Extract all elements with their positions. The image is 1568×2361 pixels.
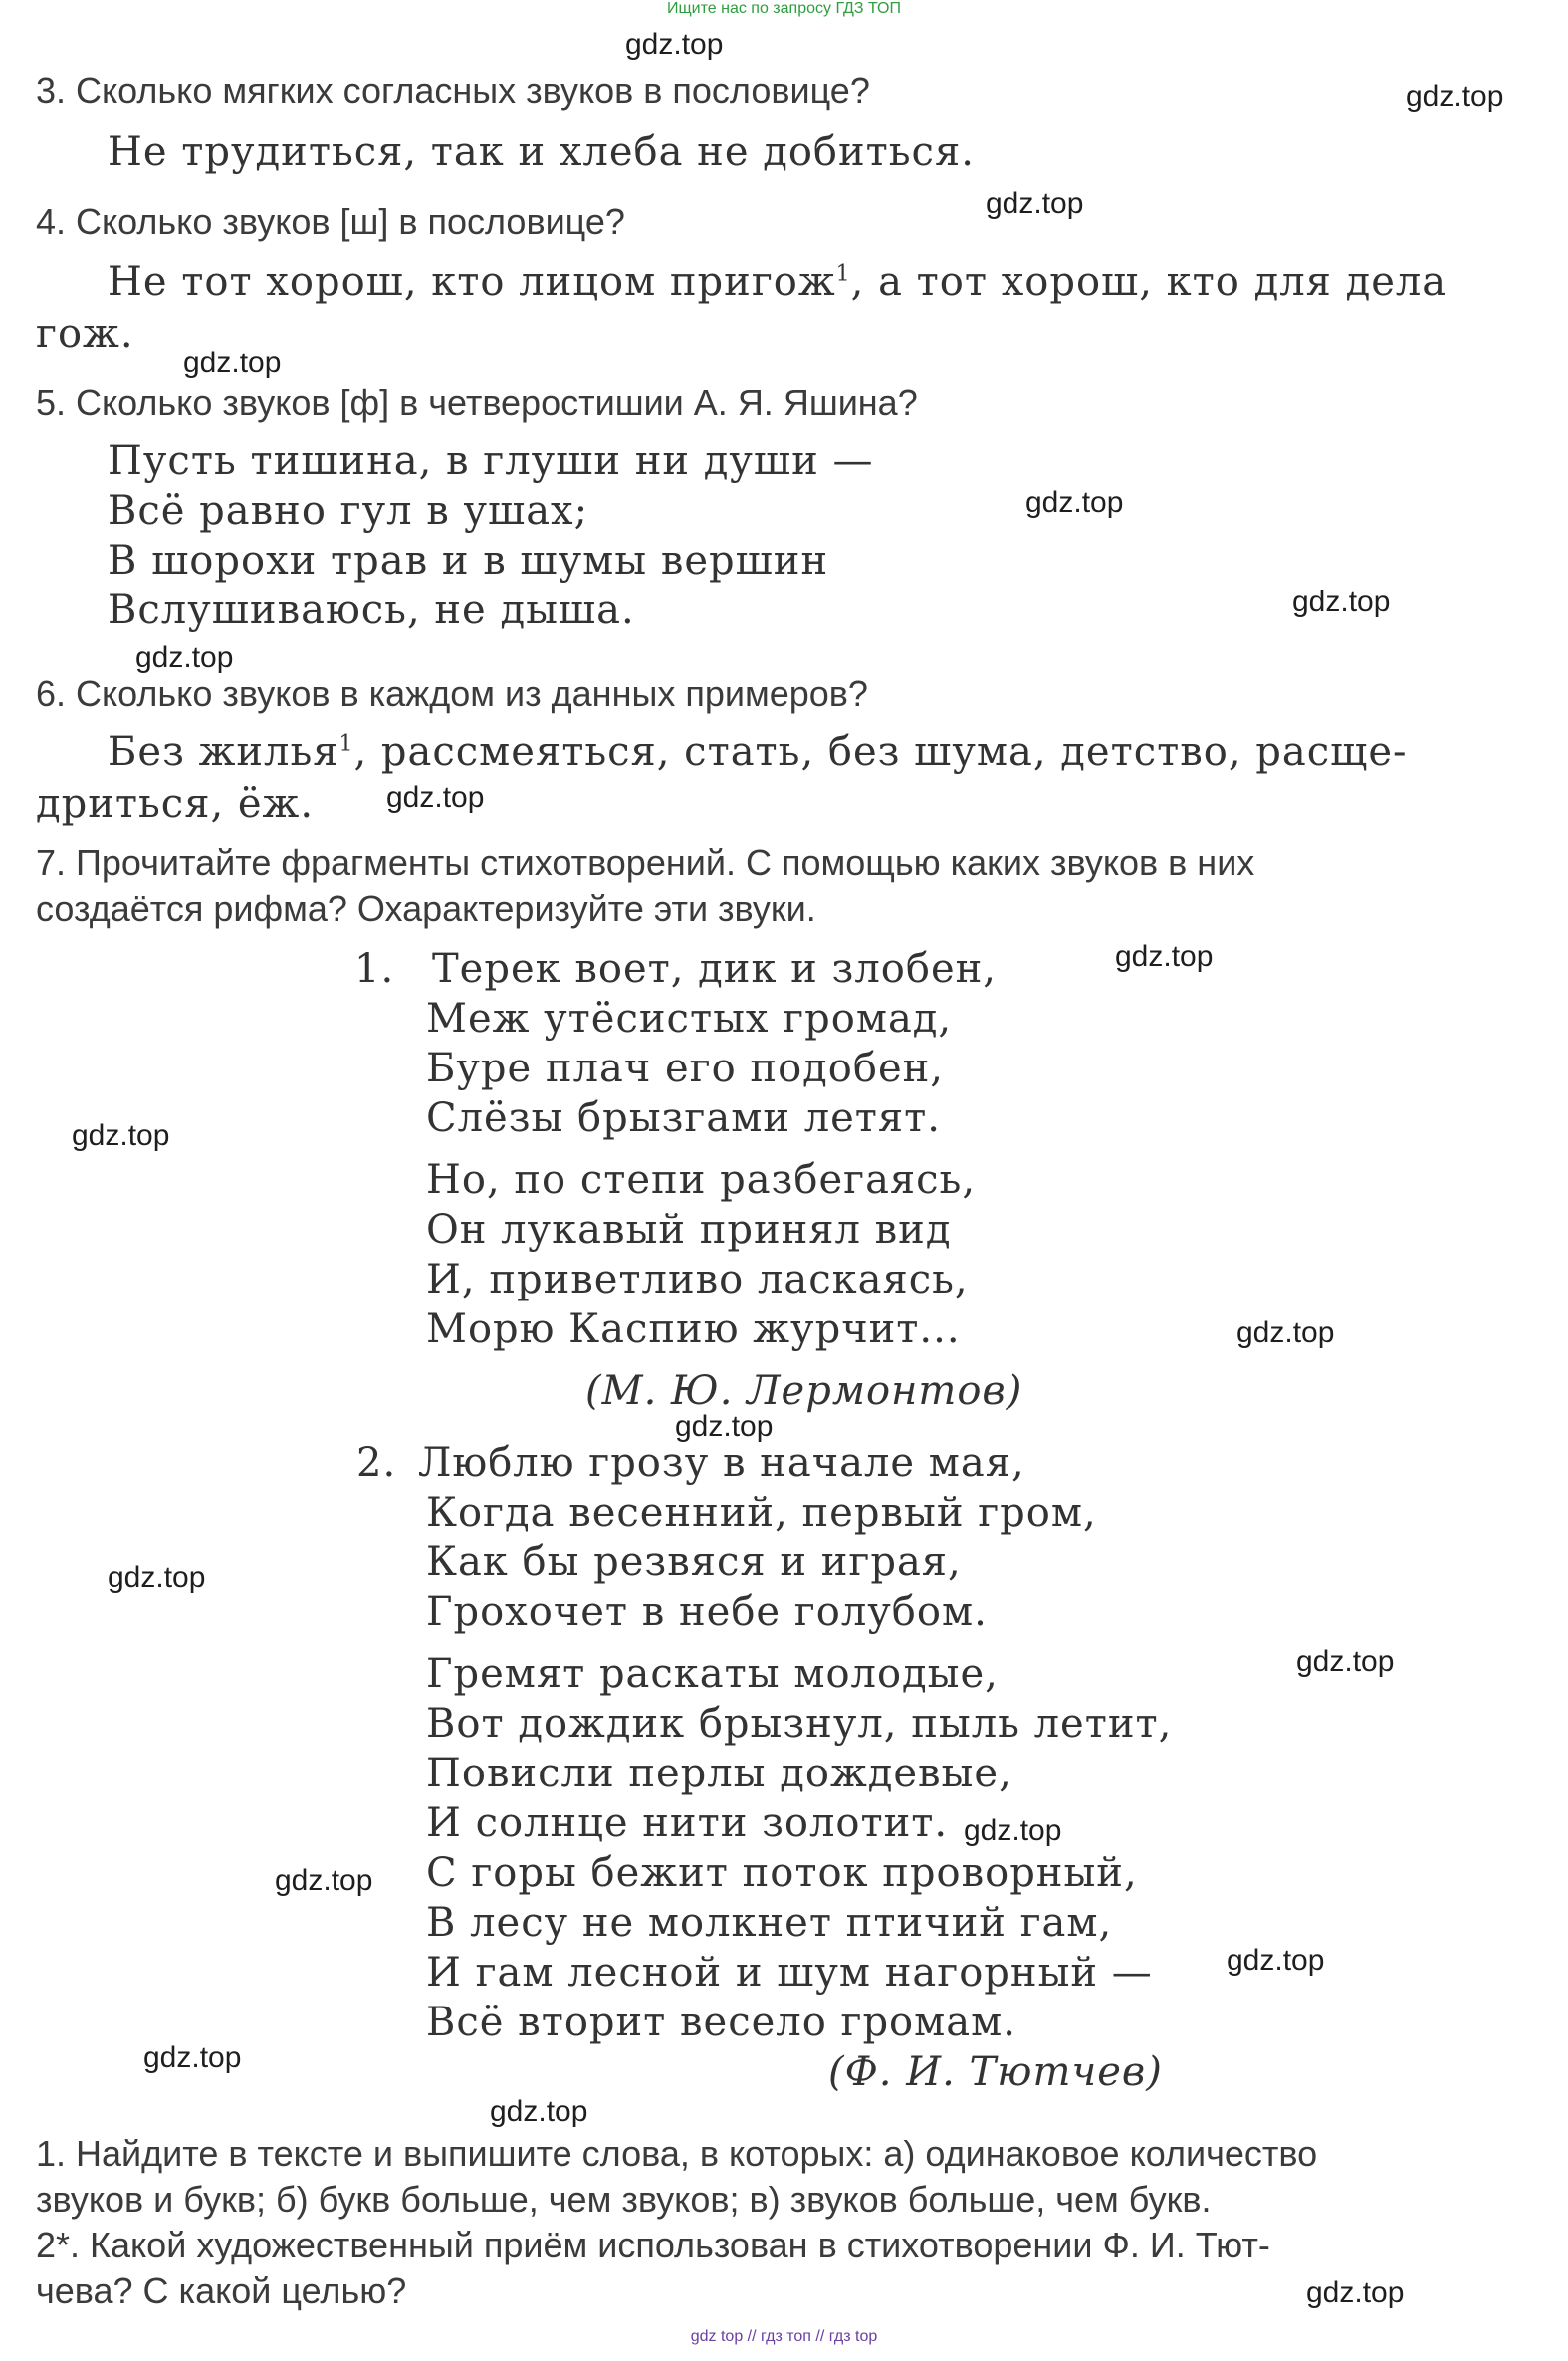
yashin-line-4: Вслушиваюсь, не дыша.	[108, 588, 635, 633]
top-banner[interactable]: Ищите нас по запросу ГДЗ ТОП	[667, 0, 901, 17]
poem-2-line-3: Как бы резвяся и играя,	[426, 1539, 962, 1585]
watermark: gdz.top	[275, 1864, 373, 1897]
footnote-marker: 1	[338, 731, 354, 757]
poem-2-line-9: С горы бежит поток проворный,	[426, 1850, 1138, 1896]
poem-1-line-1: Терек воет, дик и злобен,	[432, 946, 997, 992]
poem-1-line-3: Буре плач его подобен,	[426, 1046, 945, 1091]
yashin-line-3: В шорохи трав и в шумы вершин	[108, 538, 829, 584]
yashin-line-1: Пусть тишина, в глуши ни души —	[108, 438, 874, 484]
watermark: gdz.top	[490, 2095, 588, 2128]
poem-2-line-12: Всё вторит весело громам.	[426, 2000, 1016, 2045]
watermark: gdz.top	[986, 187, 1084, 220]
poem-2-line-1: Люблю грозу в начале мая,	[418, 1440, 1025, 1486]
footer-separator: //	[747, 2328, 757, 2345]
footer-link-gdz-top-cyrillic[interactable]: гдз топ	[761, 2328, 811, 2345]
proverb-4-part-a: Не тот хорош, кто лицом пригож	[108, 259, 836, 305]
poem-1-line-8: Морю Каспию журчит...	[426, 1306, 961, 1352]
poem-2-line-5: Гремят раскаты молодые,	[426, 1651, 999, 1697]
homework-line-1: 1. Найдите в тексте и выпишите слова, в которых: а) одинаковое количество	[36, 2133, 1318, 2174]
footer-link-gdz-top-mixed[interactable]: гдз top	[828, 2328, 878, 2345]
poem-1-line-4: Слёзы брызгами летят.	[426, 1095, 941, 1141]
homework-line-3: 2*. Какой художественный приём использован в стихотворении Ф. И. Тют-	[36, 2225, 1270, 2265]
poem-1-line-5: Но, по степи разбегаясь,	[426, 1157, 977, 1203]
poem-2-number: 2.	[356, 1440, 397, 1486]
question-4: 4. Сколько звуков [ш] в пословице?	[36, 201, 625, 242]
poem-1-line-7: И, приветливо ласкаясь,	[426, 1257, 969, 1302]
proverb-4	[108, 259, 1447, 305]
poem-2-line-11: И гам лесной и шум нагорный —	[426, 1950, 1153, 1996]
examples-6-end: дриться, ёж.	[36, 781, 315, 826]
watermark: gdz.top	[625, 28, 724, 61]
watermark: gdz.top	[1236, 1316, 1335, 1349]
question-6: 6. Сколько звуков в каждом из данных примеров?	[36, 673, 868, 714]
poem-1-number: 1.	[354, 946, 395, 992]
poem-1-author: (М. Ю. Лермонтов)	[585, 1368, 1023, 1414]
poem-2-line-6: Вот дождик брызнул, пыль летит,	[426, 1701, 1173, 1747]
poem-2-line-8: И солнце нити золотит.	[426, 1800, 949, 1846]
watermark: gdz.top	[135, 641, 234, 674]
poem-1-line-6: Он лукавый принял вид	[426, 1207, 952, 1253]
homework-line-4: чева? С какой целью?	[36, 2270, 407, 2311]
footer-link-gdz-top[interactable]: gdz top	[690, 2328, 744, 2345]
watermark: gdz.top	[1025, 486, 1124, 519]
yashin-line-2: Всё равно гул в ушах;	[108, 488, 589, 534]
watermark: gdz.top	[108, 1561, 206, 1594]
watermark: gdz.top	[1115, 940, 1214, 973]
watermark: gdz.top	[386, 781, 485, 814]
footnote-marker: 1	[835, 261, 851, 287]
watermark: gdz.top	[143, 2041, 242, 2074]
watermark: gdz.top	[1406, 80, 1504, 113]
question-7-line-2: создаётся рифма? Охарактеризуйте эти звуки.	[36, 888, 816, 929]
poem-2-line-7: Повисли перлы дождевые,	[426, 1751, 1012, 1796]
question-5: 5. Сколько звуков [ф] в четверостишии А. Я. Яшина?	[36, 382, 918, 423]
proverb-4-part-b: , а тот хорош, кто для дела	[850, 259, 1448, 305]
watermark: gdz.top	[183, 347, 282, 379]
poem-2-author: (Ф. И. Тютчев)	[828, 2049, 1163, 2095]
footer-links	[0, 2328, 1568, 2346]
watermark: gdz.top	[964, 1814, 1062, 1847]
poem-2-line-2: Когда весенний, первый гром,	[426, 1490, 1097, 1535]
poem-2-line-10: В лесу не молкнет птичий гам,	[426, 1900, 1113, 1946]
poem-2-line-4: Грохочет в небе голубом.	[426, 1589, 988, 1635]
watermark: gdz.top	[1296, 1645, 1395, 1678]
question-3: 3. Сколько мягких согласных звуков в пословице?	[36, 70, 870, 111]
footer-separator: //	[815, 2328, 825, 2345]
watermark: gdz.top	[1227, 1944, 1325, 1977]
examples-6	[108, 729, 1408, 775]
homework-line-2: звуков и букв; б) букв больше, чем звуков; в) звуков больше, чем букв.	[36, 2179, 1212, 2220]
proverb-3: Не трудиться, так и хлеба не добиться.	[108, 129, 975, 175]
watermark: gdz.top	[1292, 586, 1391, 618]
watermark: gdz.top	[1306, 2276, 1405, 2309]
proverb-4-end: гож.	[36, 311, 134, 356]
poem-1-line-2: Меж утёсистых громад,	[426, 996, 953, 1042]
watermark: gdz.top	[72, 1119, 170, 1152]
examples-6-part-a: Без жилья	[108, 729, 339, 775]
question-7-line-1: 7. Прочитайте фрагменты стихотворений. С помощью каких звуков в них	[36, 842, 1255, 883]
watermark: gdz.top	[675, 1410, 774, 1443]
examples-6-part-b: , рассмеяться, стать, без шума, детство, расще-	[353, 729, 1408, 775]
